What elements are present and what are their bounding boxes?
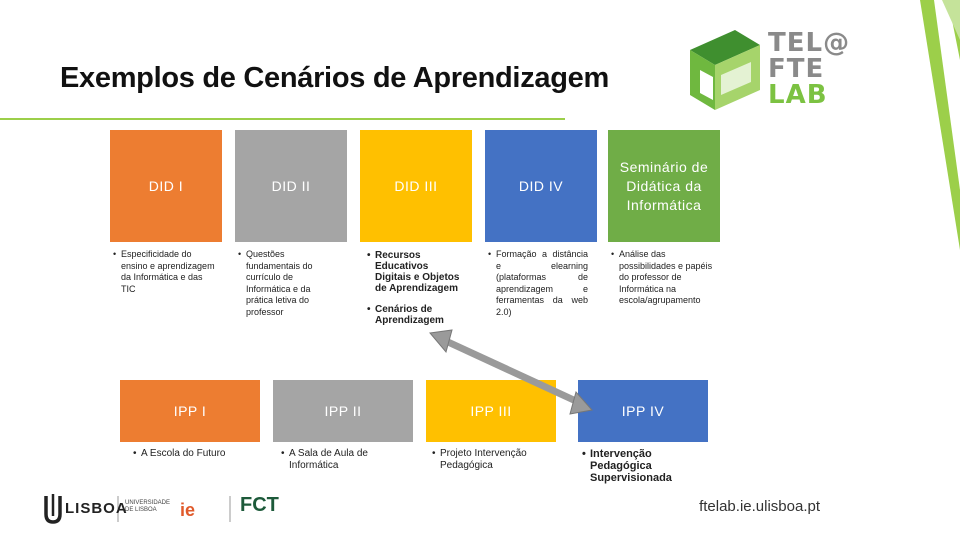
did-box-3-label: DID III [394,178,438,194]
ipp-2-bullet: • A Sala de Aula de Informática [281,448,368,471]
did-box-4-label: DID IV [518,178,564,194]
did-box-5 [608,130,720,242]
ipp-box-3-label: IPP III [470,403,512,419]
title-divider [0,118,565,120]
ulisboa-text: LISBOA [65,500,128,517]
did-box-3 [360,130,472,242]
did-box-2 [235,130,347,242]
ipp-3-bullet-text: Projeto Intervenção Pedagógica [440,448,527,471]
ipp-box-4-label: IPP IV [621,403,665,419]
did-3-bullet-2-text: Cenários de Aprendizagem [375,304,444,326]
ipp-2-bullet-text: A Sala de Aula de Informática [289,448,368,471]
did-4-bullet-text: Formação a distância e elearning (plataformas de aprendizagem e ferramentas da web 2.0) [496,249,588,317]
telfte-logo-text [768,30,858,108]
logo-line-1: TEL@ [768,28,851,58]
logo-line-3: LAB [768,80,828,110]
ipp-box-1-label: IPP I [173,403,207,419]
logo-line-2: FTE [768,54,825,84]
did-5-bullet-text: Análise das possibilidades e papéis do professor de Informática na escola/agrupamento [619,249,713,305]
ipp-1-bullet: • A Escola do Futuro [133,448,226,459]
footer-url[interactable]: ftelab.ie.ulisboa.pt [699,498,820,515]
did-box-1-label: DID I [148,178,184,194]
ipp-1-bullet-text: A Escola do Futuro [141,448,226,459]
did-box-5-label: Seminário de Didática da Informática [619,158,709,213]
ipp-box-2-label: IPP II [324,403,362,419]
corner-decoration [890,0,960,540]
did-box-2-label: DID II [271,178,311,194]
page-title: Exemplos de Cenários de Aprendizagem [60,62,609,94]
did-3-bullet-1: • Recursos Educativos Digitais e Objetos de Aprendizagem [367,250,460,294]
ipp-box-4 [578,380,708,442]
did-5-bullet: • Análise das possibilidades e papéis do professor de Informática na escola/agrupamento [611,249,713,305]
ipp-box-1 [120,380,260,442]
did-1-bullet: • Especificidade do ensino e aprendizagem da Informática e das TIC [113,249,215,294]
universidade-text: UNIVERSIDADE DE LISBOA [125,500,171,513]
ipp-3-bullet: • Projeto Intervenção Pedagógica [432,448,527,471]
ipp-4-bullet: • Intervenção Pedagógica Supervisionada [582,448,672,484]
ipp-4-bullet-text: Intervenção Pedagógica Supervisionada [590,448,672,484]
fct-logo-text: FCT [240,494,279,516]
did-2-bullet: • Questões fundamentais do currículo de Informática e da prática letiva do professor [238,249,313,317]
did-4-bullet: • Formação a distância e elearning (plataformas de aprendizagem e ferramentas da web 2.0) [488,249,588,317]
did-box-4 [485,130,597,242]
did-1-bullet-text: Especificidade do ensino e aprendizagem da Informática e das TIC [121,249,215,294]
did-2-bullet-text: Questões fundamentais do currículo de Informática e da prática letiva do professor [246,249,313,317]
did-3-bullet-2: • Cenários de Aprendizagem [367,304,444,326]
ipp-box-2 [273,380,413,442]
did-box-1 [110,130,222,242]
svg-text:ie: ie [180,500,196,520]
ipp-box-3 [426,380,556,442]
did-3-bullet-1-text: Recursos Educativos Digitais e Objetos de Aprendizagem [375,250,460,294]
